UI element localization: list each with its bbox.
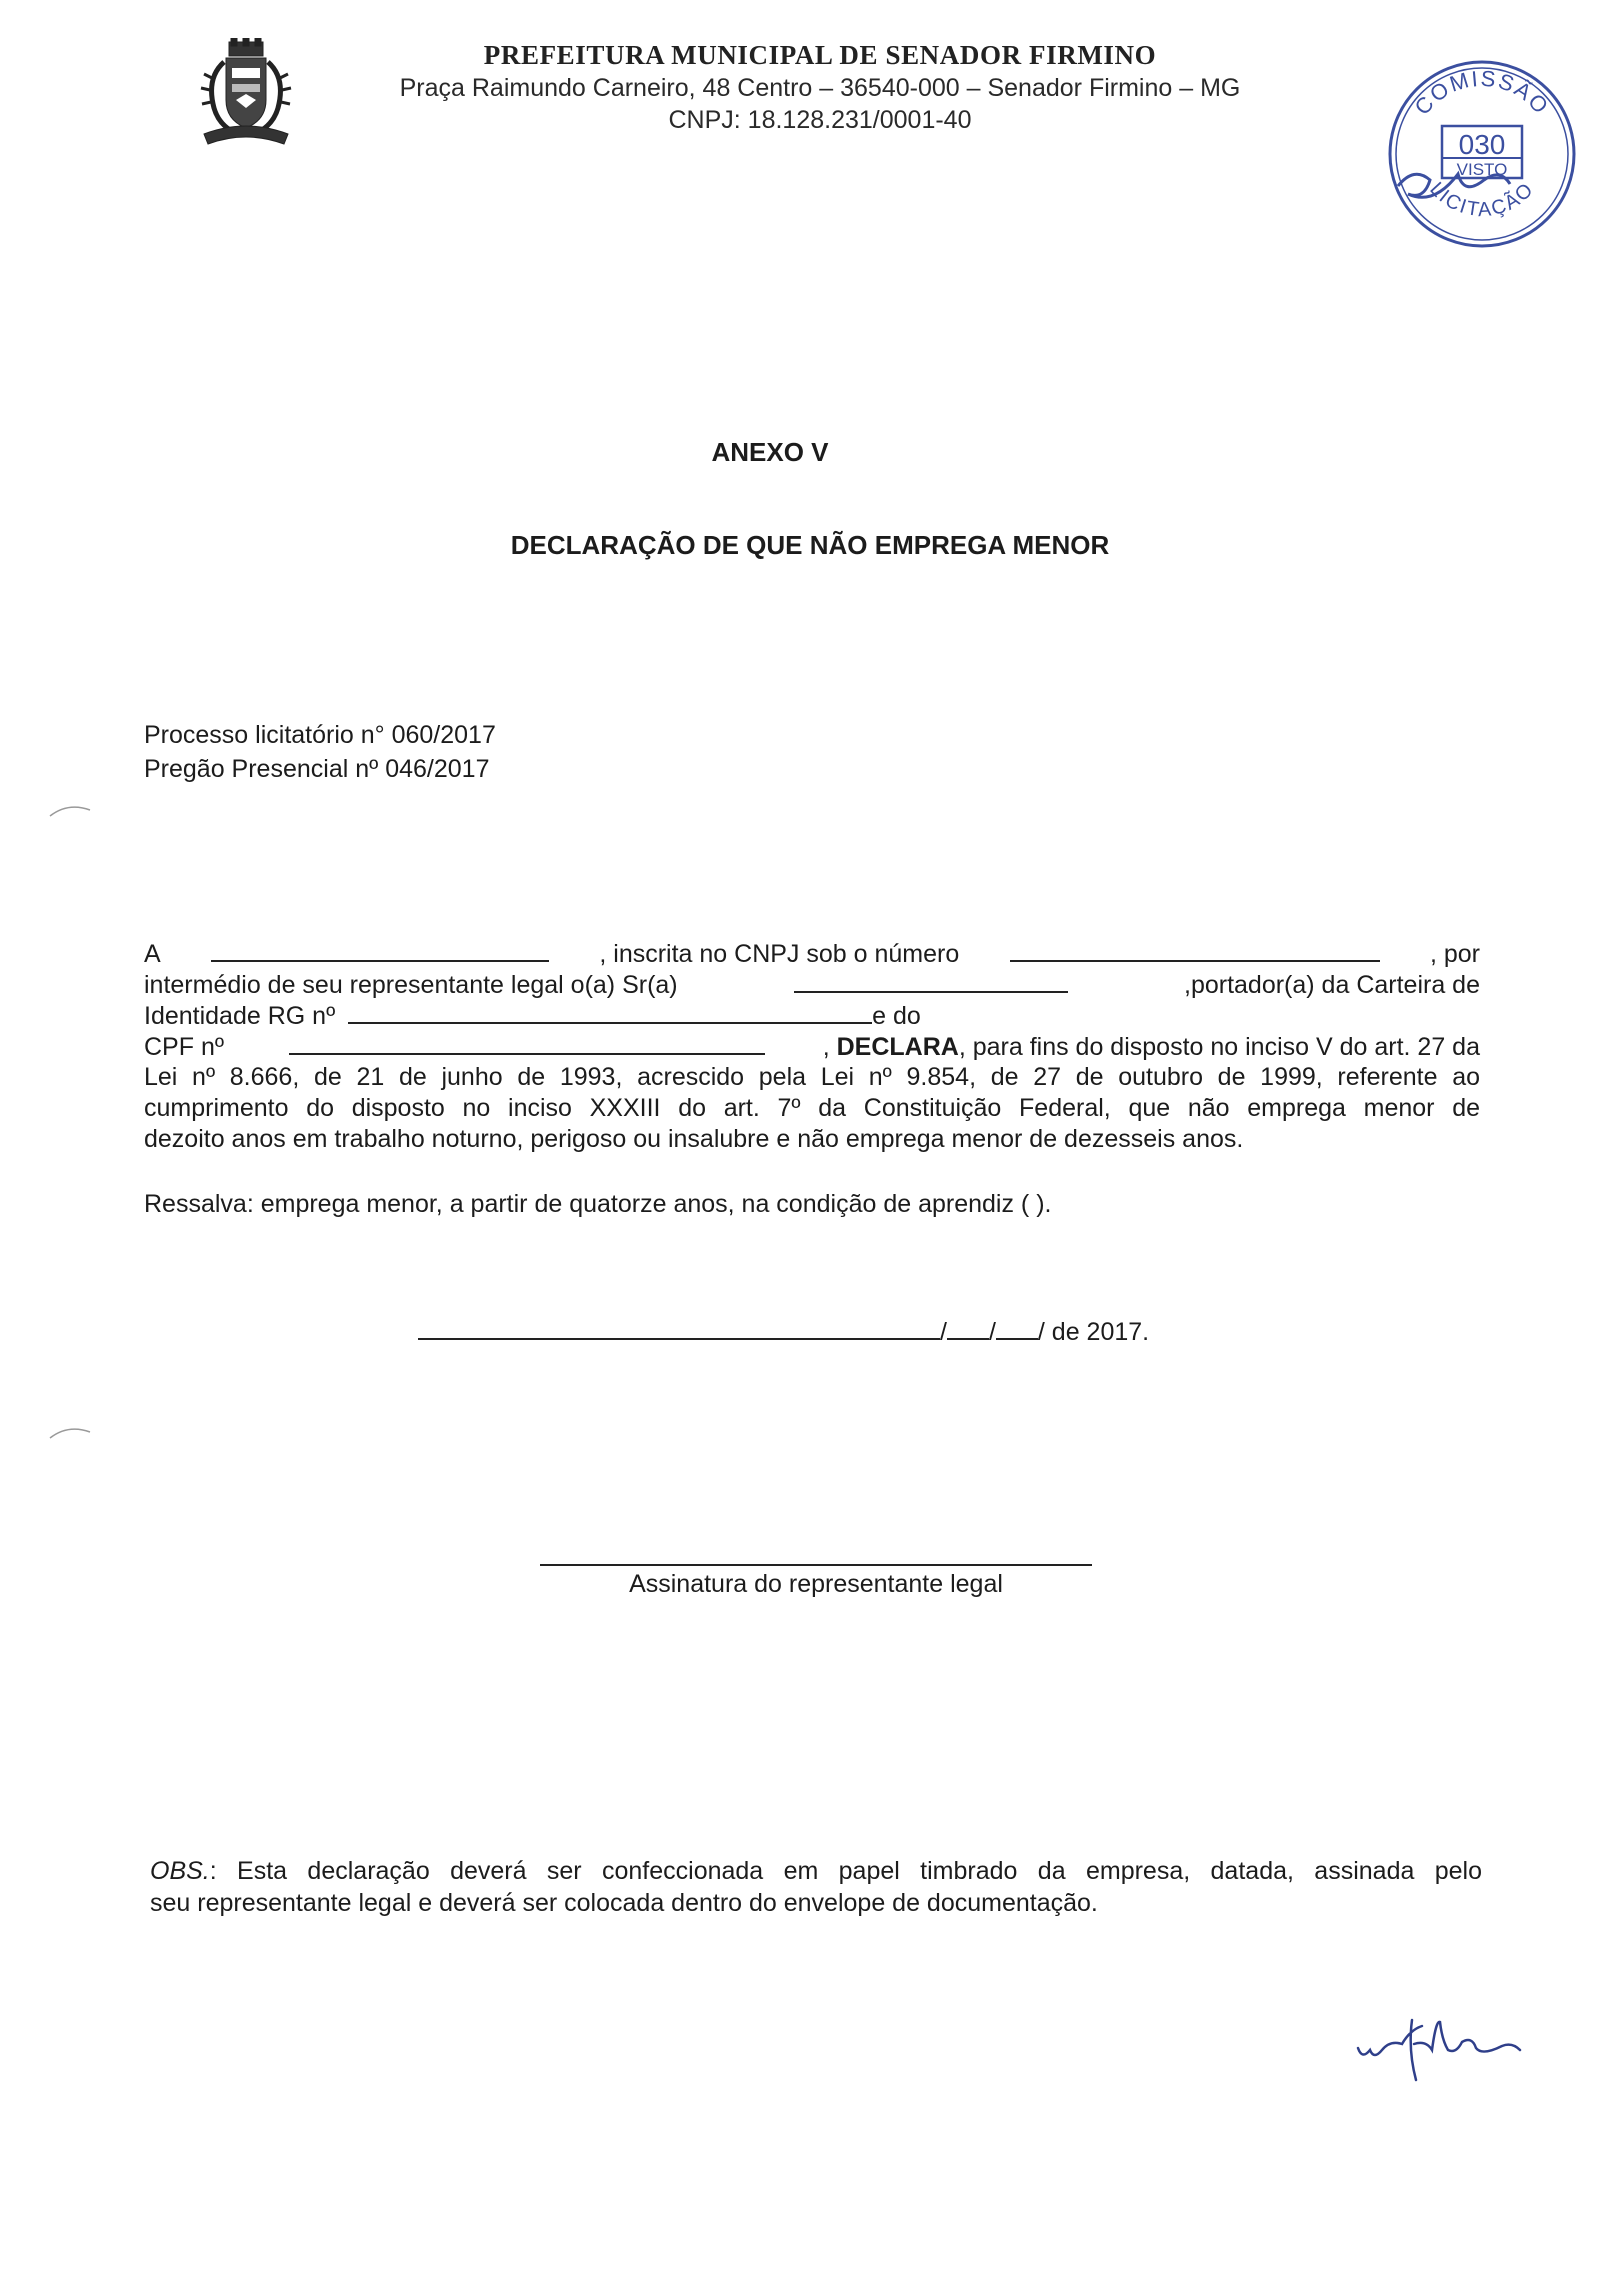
place-field[interactable] — [418, 1316, 940, 1340]
company-cnpj-field[interactable] — [1010, 938, 1380, 962]
body-line: A , inscrita no CNPJ sob o número , por — [144, 940, 1480, 968]
month-field[interactable] — [996, 1316, 1038, 1340]
company-name-field[interactable] — [211, 938, 549, 962]
stamp-top-text: COMISSÃO — [1409, 65, 1555, 120]
observation-note: OBS.: Esta declaração deverá ser confeccionada em papel timbrado da empresa, datada, assinada pelo seu representante legal e deverá ser colocada dentro do envelope de documentação. — [150, 1857, 1482, 1917]
letterhead — [380, 40, 1260, 135]
process-info — [144, 718, 496, 786]
body-line: CPF nº , DECLARA, para fins do disposto no inciso V do art. 27 da — [144, 1033, 1480, 1061]
day-field[interactable] — [947, 1316, 989, 1340]
date-line: / / / de 2017. — [418, 1316, 1149, 1347]
municipality-name: PREFEITURA MUNICIPAL DE SENADOR FIRMINO — [483, 40, 1157, 70]
svg-text:LICITAÇÃO — [1425, 178, 1538, 221]
rg-number-field[interactable] — [348, 1000, 872, 1024]
handwritten-initials — [1352, 2010, 1542, 2100]
annex-title: ANEXO V — [711, 437, 829, 467]
declaration-title: DECLARAÇÃO DE QUE NÃO EMPREGA MENOR — [510, 530, 1110, 560]
stamp-bottom-text: LICITAÇÃO — [1425, 177, 1539, 222]
representative-name-field[interactable] — [794, 969, 1068, 993]
punch-hole-mark — [48, 1422, 92, 1440]
signature-line[interactable] — [540, 1564, 1092, 1566]
body-line: cumprimento do disposto no inciso XXXIII do art. 7º da Constituição Federal, que não emprega menor de — [144, 1094, 1480, 1122]
municipality-address: Praça Raimundo Carneiro, 48 Centro – 36540-000 – Senador Firmino – MG — [399, 74, 1241, 102]
stamp-middle-text: VISTO — [1456, 160, 1508, 179]
stamp-number: 030 — [1458, 129, 1506, 160]
process-number: Processo licitatório n° 060/2017 — [144, 721, 496, 749]
signature-label: Assinatura do representante legal — [629, 1570, 1003, 1598]
cpf-number-field[interactable] — [289, 1031, 765, 1055]
body-line: Identidade RG nº e do — [144, 1002, 921, 1030]
punch-hole-mark — [48, 800, 92, 818]
auction-number: Pregão Presencial nº 046/2017 — [144, 755, 490, 783]
body-line: intermédio de seu representante legal o(a) Sr(a) ,portador(a) da Carteira de — [144, 971, 1480, 999]
municipal-coat-of-arms-icon — [196, 38, 296, 156]
declara-keyword: DECLARA — [836, 1033, 959, 1061]
declaration-body — [144, 938, 1480, 1155]
body-line: dezoito anos em trabalho noturno, perigoso ou insalubre e não emprega menor de dezesseis anos. — [144, 1125, 1244, 1153]
commission-stamp — [1384, 56, 1580, 252]
body-line: Lei nº 8.666, de 21 de junho de 1993, acrescido pela Lei nº 9.854, de 27 de outubro de 1999, referente ao — [144, 1063, 1480, 1091]
svg-text:COMISSÃO — [1409, 66, 1554, 120]
obs-label: OBS. — [150, 1857, 210, 1885]
reservation-text: Ressalva: emprega menor, a partir de quatorze anos, na condição de aprendiz ( ). — [144, 1190, 1052, 1218]
municipality-cnpj: CNPJ: 18.128.231/0001-40 — [668, 106, 972, 134]
